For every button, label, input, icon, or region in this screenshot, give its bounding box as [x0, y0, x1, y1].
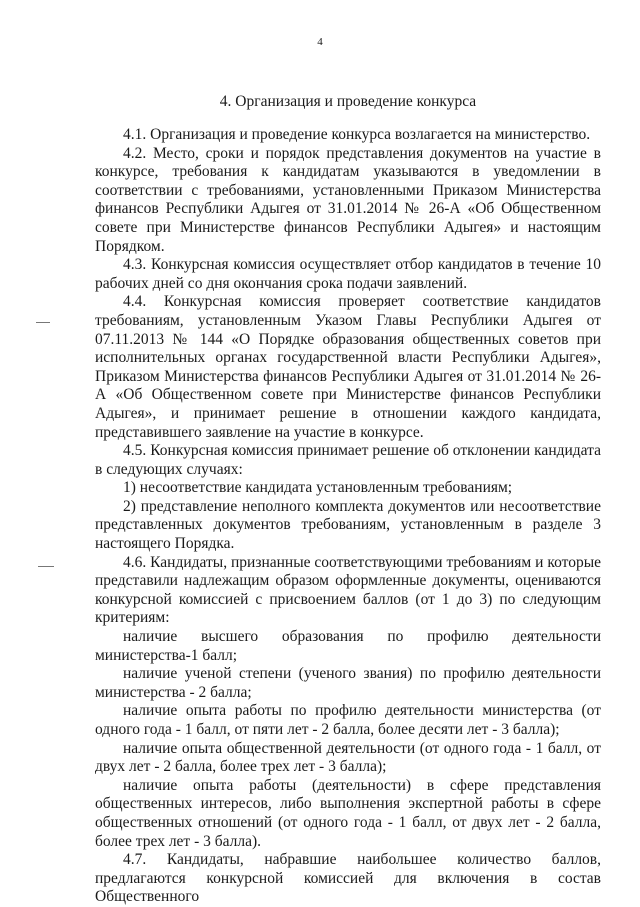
scan-mark	[36, 322, 50, 323]
paragraph-4-4: 4.4. Конкурсная комиссия проверяет соответствие кандидатов требованиям, установленным Указом Главы Республики Адыгея от 07.11.2013 № 144 «О Порядке образования общественных советов при исполнительных органах государственной власти Республики Адыгея», Приказом Министерства финансов Республики Адыгея от 31.01.2014 № 26-А «Об Общественном совете при Министерстве финансов Республики Адыгея», и принимает решение в отношении каждого кандидата, представившего заявление на участие в конкурсе.	[95, 293, 601, 441]
document-body	[95, 126, 601, 907]
list-item-2: 2) представление неполного комплекта документов или несоответствие представленных документов требованиям, установленным в разделе 3 настоящего Порядка.	[95, 497, 601, 553]
criterion-academic-degree: наличие ученой степени (ученого звания) по профилю деятельности министерства - 2 балла;	[95, 665, 601, 701]
criterion-public-activity: наличие опыта общественной деятельности (от одного года - 1 балл, от двух лет - 2 балла, более трех лет - 3 балла);	[95, 739, 601, 776]
page-number: 4	[317, 36, 323, 48]
criterion-work-experience: наличие опыта работы по профилю деятельности министерства (от одного года - 1 балл, от пяти лет - 2 балла, более десяти лет - 3 балла);	[95, 702, 601, 738]
scan-mark	[38, 566, 54, 567]
paragraph-4-1: 4.1. Организация и проведение конкурса возлагается на министерство.	[123, 126, 591, 143]
criterion-expert-work: наличие опыта работы (деятельности) в сфере представления общественных интересов, либо выполнения экспертной работы в сфере общественных отношений (от одного года - 1 балл, от двух лет - 2 балла, более трех лет - 3 балла).	[95, 776, 601, 850]
paragraph-4-2: 4.2. Место, сроки и порядок представления документов на участие в конкурсе, требования к кандидатам указываются в уведомлении в соответствии с требованиями, установленными Приказом Министерства финансов Республики Адыгея от 31.01.2014 № 26-А «Об Общественном совете при Министерстве финансов Республики Адыгея» и настоящим Порядком.	[95, 144, 601, 255]
criterion-higher-education: наличие высшего образования по профилю деятельности министерства-1 балл;	[95, 628, 601, 664]
section-title: 4. Организация и проведение конкурса	[219, 93, 477, 110]
paragraph-4-5: 4.5. Конкурсная комиссия принимает решение об отклонении кандидата в следующих случаях:	[95, 442, 601, 478]
paragraph-4-6: 4.6. Кандидаты, признанные соответствующими требованиям и которые представили надлежащим образом оформленные документы, оцениваются конкурсной комиссией с присвоением баллов (от 1 до 3) по следующим критериям:	[95, 553, 601, 627]
list-item-1: 1) несоответствие кандидата установленным требованиям;	[123, 479, 513, 497]
paragraph-4-3: 4.3. Конкурсная комиссия осуществляет отбор кандидатов в течение 10 рабочих дней со дня окончания срока подачи заявлений.	[95, 256, 601, 292]
paragraph-4-7: 4.7. Кандидаты, набравшие наибольшее количество баллов, предлагаются конкурсной комиссией для включения в состав Общественного	[95, 851, 601, 906]
